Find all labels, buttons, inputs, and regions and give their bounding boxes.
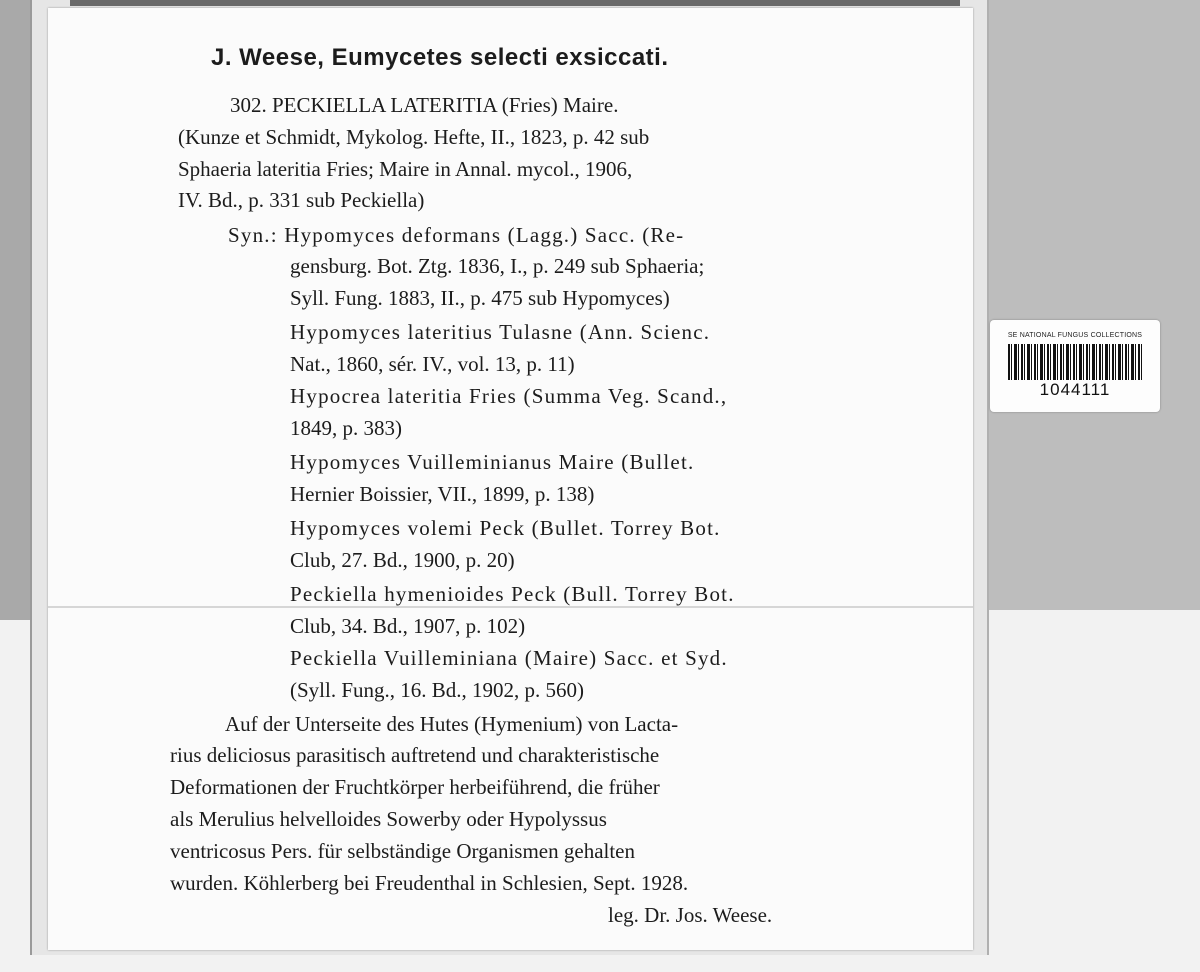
label-line: Syn.: Hypomyces deformans (Lagg.) Sacc. (Re- bbox=[228, 223, 685, 247]
label-line: wurden. Köhlerberg bei Freudenthal in Schlesien, Sept. 1928. bbox=[170, 871, 689, 895]
label-line: als Merulius helvelloides Sowerby oder Hypolyssus bbox=[170, 807, 607, 831]
label-line: (Kunze et Schmidt, Mykolog. Hefte, II., 1823, p. 42 sub bbox=[178, 125, 650, 149]
label-line: 1849, p. 383) bbox=[290, 416, 402, 440]
label-line: gensburg. Bot. Ztg. 1836, I., p. 249 sub Sphaeria; bbox=[290, 254, 705, 278]
label-line: Club, 34. Bd., 1907, p. 102) bbox=[290, 614, 526, 638]
label-line: IV. Bd., p. 331 sub Peckiella) bbox=[178, 188, 425, 212]
label-line: Syll. Fung. 1883, II., p. 475 sub Hypomyces) bbox=[290, 286, 670, 310]
label-line: (Syll. Fung., 16. Bd., 1902, p. 560) bbox=[290, 678, 585, 702]
label-line: Deformationen der Fruchtkörper herbeiführend, die früher bbox=[170, 775, 660, 799]
label-line: Hypomyces Vuilleminianus Maire (Bullet. bbox=[290, 450, 695, 474]
label-line: Hypocrea lateritia Fries (Summa Veg. Scand., bbox=[290, 384, 728, 408]
label-line: Hypomyces lateritius Tulasne (Ann. Scienc. bbox=[290, 320, 711, 344]
barcode-number: 1044111 bbox=[1039, 380, 1111, 399]
label-collector: leg. Dr. Jos. Weese. bbox=[608, 903, 773, 927]
label-line: ventricosus Pers. für selbständige Organismen gehalten bbox=[170, 839, 636, 863]
label-line: Club, 27. Bd., 1900, p. 20) bbox=[290, 548, 515, 572]
specimen-label bbox=[48, 8, 973, 950]
fold-crease bbox=[48, 606, 973, 608]
barcode-caption: SE NATIONAL FUNGUS COLLECTIONS bbox=[1007, 332, 1143, 339]
label-line: Nat., 1860, sér. IV., vol. 13, p. 11) bbox=[290, 352, 575, 376]
label-line: Peckiella hymenioides Peck (Bull. Torrey Bot. bbox=[290, 582, 735, 606]
label-line: Sphaeria lateritia Fries; Maire in Annal. mycol., 1906, bbox=[178, 157, 633, 181]
label-title: J. Weese, Eumycetes selecti exsiccati. bbox=[211, 44, 669, 71]
label-line: rius deliciosus parasitisch auftretend und charakteristische bbox=[170, 743, 660, 767]
barcode-label bbox=[990, 320, 1160, 412]
barcode-icon bbox=[1008, 344, 1142, 380]
label-line: Hypomyces volemi Peck (Bullet. Torrey Bot. bbox=[290, 516, 721, 540]
label-line: Auf der Unterseite des Hutes (Hymenium) von Lacta- bbox=[225, 712, 679, 736]
top-edge-strip bbox=[70, 0, 960, 6]
label-line: Hernier Boissier, VII., 1899, p. 138) bbox=[290, 482, 595, 506]
label-line: 302. PECKIELLA LATERITIA (Fries) Maire. bbox=[230, 93, 619, 117]
label-line: Peckiella Vuilleminiana (Maire) Sacc. et Syd. bbox=[290, 646, 728, 670]
